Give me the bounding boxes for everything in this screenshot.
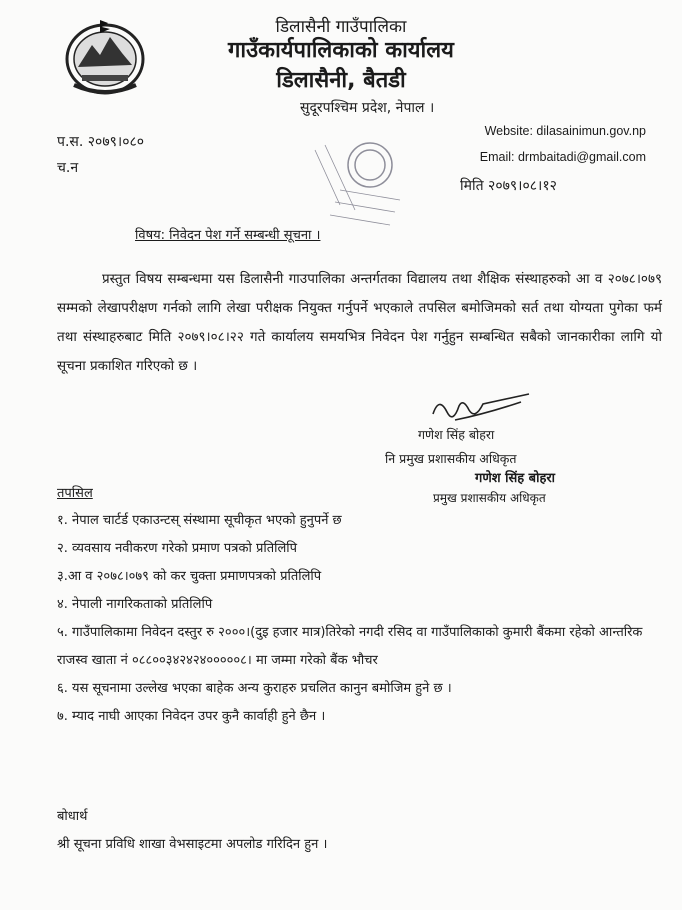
body-paragraph: प्रस्तुत विषय सम्बन्धमा यस डिलासैनी गाउपालिका अन्तर्गतका विद्यालय तथा शैक्षिक संस्थाहरुको आ व २०७८।०७९ सम्मको लेखापरीक्षण गर्नको लागि लेखा परीक्षक नियुक्त गर्नुपर्ने भएकाले तपसिल बमोजिमको सर्त तथा योग्यता पुगेका फर्म तथा संस्थाहरुबाट मिति २०७९।०८।२२ गते कार्यालय समयभित्र निवेदन पेश गर्नुहुन सम्बन्धित सबैको जानकारीका लागि यो सूचना प्रकाशित गरिएको छ । — [57, 271, 662, 374]
dispatch-number: च.न — [57, 160, 79, 176]
list-item: ७. म्याद नाघी आएका निवेदन उपर कुनै कार्वाही हुने छैन । — [57, 709, 326, 724]
stamp-name: गणेश सिंह बोहरा — [475, 471, 556, 486]
tapsil-list — [57, 507, 667, 731]
date-line: मिति २०७९।०८।१२ — [460, 178, 557, 194]
office-location: डिलासैनी, बैतडी — [276, 68, 406, 93]
list-item: १. नेपाल चार्टर्ड एकाउन्टस् संस्थामा सूचीकृत भएको हुनुपर्ने छ — [57, 513, 342, 528]
list-item: ५. गाउँपालिकामा निवेदन दस्तुर रु २०००।(दुइ हजार मात्र)तिरेको नगदी रसिद वा गाउँपालिकाको कुमारी बैंकमा रहेको आन्तरिक राजस्व खाता नं ०८८००३४२४२४०००००८। मा जम्मा गरेको बैंक भौचर — [57, 625, 643, 668]
list-item: ६. यस सूचनामा उल्लेख भएका बाहेक अन्य कुराहरु प्रचलित कानुन बमोजिम हुने छ । — [57, 681, 452, 696]
list-item: ४. नेपाली नागरिकताको प्रतिलिपि — [57, 597, 213, 612]
signer-title: नि प्रमुख प्रशासकीय अधिकृत — [385, 451, 517, 466]
office-title: गाउँकार्यपालिकाको कार्यालय — [228, 38, 454, 63]
office-name: डिलासैनी गाउँपालिका — [275, 17, 407, 37]
email-link[interactable]: Email: drmbaitadi@gmail.com — [479, 150, 646, 164]
list-item: २. व्यवसाय नवीकरण गरेको प्रमाण पत्रको प्रतिलिपि — [57, 541, 298, 556]
tapsil-heading: तपसिल — [57, 486, 93, 501]
stamp-title: प्रमुख प्रशासकीय अधिकृत — [433, 491, 546, 505]
reference-number: प.स. २०७९।०८० — [57, 134, 145, 150]
list-item: ३.आ व २०७८।०७९ को कर चुक्ता प्रमाणपत्रको प्रतिलिपि — [57, 569, 322, 584]
bodhartha-heading: बोधार्थ — [57, 809, 88, 824]
province-line: सुदूरपश्चिम प्रदेश, नेपाल । — [300, 100, 435, 116]
website-link[interactable]: Website: dilasainimun.gov.np — [484, 124, 646, 138]
bodhartha-note: श्री सूचना प्रविधि शाखा वेभसाइटमा अपलोड गरिदिन हुन । — [57, 837, 328, 852]
signer-name: गणेश सिंह बोहरा — [418, 427, 495, 442]
signature-icon — [425, 390, 535, 430]
subject-line: विषय: निवेदन पेश गर्ने सम्बन्धी सूचना । — [135, 228, 321, 243]
office-seal-icon — [300, 130, 420, 240]
